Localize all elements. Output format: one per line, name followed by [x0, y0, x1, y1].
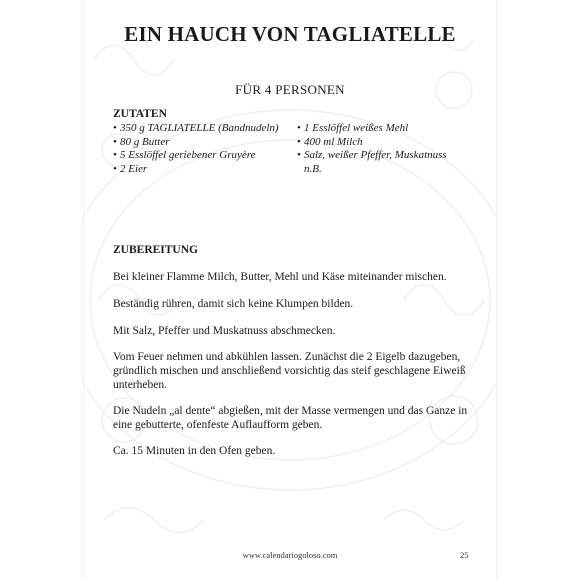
ingredients-heading: ZUTATEN: [113, 108, 167, 120]
bullet-icon: •: [113, 162, 117, 175]
bullet-icon: •: [297, 122, 301, 134]
ingredients-list-left: [113, 122, 283, 176]
preparation-step: Bei kleiner Flamme Milch, Butter, Mehl und Käse miteinander mischen.: [113, 271, 447, 283]
preparation-step: Ca. 15 Minuten in den Ofen geben.: [113, 445, 276, 457]
ingredient-item: • 1 Esslöffel weißes Mehl: [297, 122, 409, 134]
recipe-page: [84, 0, 496, 580]
page-number: 25: [460, 550, 469, 560]
ingredient-item: • Salz, weißer Pfeffer, Muskatnuss n.B.: [297, 149, 447, 175]
ingredient-item: • 2 Eier: [113, 162, 148, 175]
footer-website-link[interactable]: www.calendariogoloso.com: [242, 550, 338, 560]
ingredient-item: • 350 g TAGLIATELLE (Bandnudeln): [113, 122, 279, 134]
preparation-step: Die Nudeln „al dente“ abgießen, mit der Masse vermengen und das Ganze in eine gebutterte, ofenfeste Auflaufform geben.: [113, 405, 468, 431]
preparation-step: Beständig rühren, damit sich keine Klumpen bilden.: [113, 298, 354, 310]
ingredient-item: • 5 Esslöffel geriebener Gruyère: [113, 149, 256, 161]
bullet-icon: •: [297, 135, 301, 148]
ingredient-item: • 400 ml Milch: [297, 135, 363, 148]
ingredients-list-right: [297, 122, 467, 176]
recipe-title: EIN HAUCH VON TAGLIATELLE: [124, 22, 456, 46]
bullet-icon: •: [113, 149, 117, 161]
servings-label: FÜR 4 PERSONEN: [235, 82, 345, 97]
preparation-heading: ZUBEREITUNG: [113, 244, 198, 256]
ingredient-item: • 80 g Butter: [113, 135, 170, 148]
bullet-icon: •: [113, 135, 117, 148]
preparation-step: Vom Feuer nehmen und abkühlen lassen. Zunächst die 2 Eigelb dazugeben, gründlich mischen und anschließend vorsichtig das steif geschlagene Eiweiß unterheben.: [113, 351, 466, 391]
preparation-step: Mit Salz, Pfeffer und Muskatnuss abschmecken.: [113, 325, 336, 337]
bullet-icon: •: [297, 149, 301, 161]
bullet-icon: •: [113, 122, 117, 134]
